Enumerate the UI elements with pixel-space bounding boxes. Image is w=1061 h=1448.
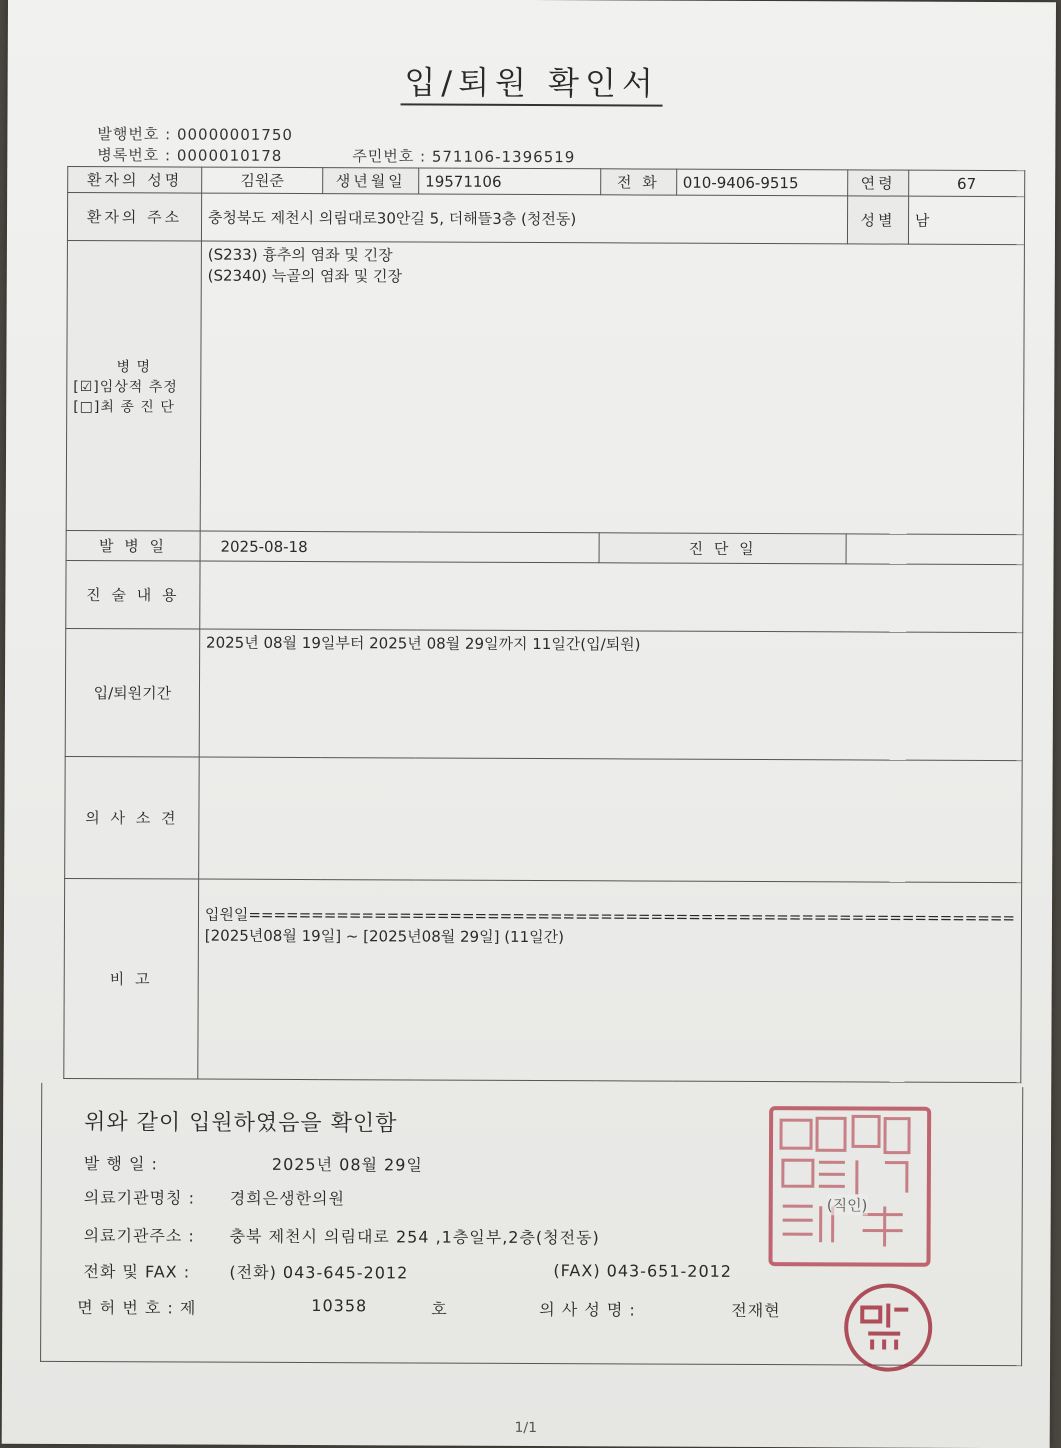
patient-phone: 010-9406-9515 [676,169,848,196]
statement-label: 진 술 내 용 [66,560,200,629]
document-title: 입/퇴원 확인서 [8,56,1056,107]
patient-sex: 남 [908,196,1024,245]
birth-date: 19571106 [419,168,601,195]
record-number: 병록번호 : 0000010178 [97,146,283,165]
age-label: 연령 [848,170,909,196]
remarks-line-1: 입원일============================================================= [204,905,1016,928]
final-diagnosis-option: [□]최 종 진 단 [73,398,175,415]
institution-address: 충북 제천시 의림대로 254 ,1층일부,2층(청전동) [229,1226,600,1248]
doctor-seal-pattern-icon [848,1287,920,1359]
fax: (FAX) 043-651-2012 [553,1261,733,1281]
onset-label: 발 병 일 [66,530,200,561]
patient-age: 67 [908,170,1024,197]
doctor-name-label: 의 사 성 명 : [539,1300,636,1320]
telephone: (전화) 043-645-2012 [229,1262,409,1283]
issue-date-label: 발 행 일 : [83,1154,158,1174]
license-label: 면 허 번 호 : 제 [77,1298,197,1318]
license-number: 10358 [311,1296,368,1316]
remarks-line-2: [2025년08월 19일] ~ [2025년08월 29일] (11일간) [204,926,565,947]
diagnosis-date-label: 진 단 일 [599,533,847,564]
doctor-seal-stamp [844,1283,932,1371]
seal-text: (직인) [826,1196,868,1215]
clinical-estimate-option: [☑]임상적 추정 [73,378,178,395]
disease-label: 병 명 [116,358,152,375]
diagnosis-line-1: (S233) 흉추의 염좌 및 긴장 [207,245,393,265]
phone-label: 전 화 [600,169,676,195]
birth-label: 생년월일 [323,168,419,194]
institution-name: 경희은생한의원 [229,1188,346,1209]
opinion-label: 의 사 소 견 [65,756,199,879]
license-suffix: 호 [431,1299,448,1319]
institution-name-label: 의료기관명칭 : [83,1188,196,1208]
diagnosis-line-2: (S2340) 늑골의 염좌 및 긴장 [207,266,403,286]
name-label: 환자의 성명 [68,166,202,193]
opinion-content [199,757,1023,883]
period-label: 입/퇴원기간 [65,628,199,757]
patient-name: 김원준 [202,167,323,194]
remarks-label: 비 고 [64,878,199,1079]
issue-date: 2025년 08월 29일 [271,1154,423,1175]
statement-content [200,561,1023,633]
patient-form-table [63,166,1025,1083]
institution-seal-stamp [768,1106,931,1267]
disease-label-cell [66,240,201,531]
resident-number: 주민번호 : 571106-1396519 [352,147,576,167]
diagnosis-date [846,534,1023,565]
document-page [2,0,1056,1448]
period-content: 2025년 08월 19일부터 2025년 08월 29일까지 11일간(입/퇴원) [199,629,1023,761]
institution-address-label: 의료기관주소 : [83,1226,195,1246]
sex-label: 성별 [848,196,909,244]
seal-pattern-icon [773,1110,920,1255]
confirmation-statement: 위와 같이 입원하였음을 확인함 [84,1110,398,1137]
remarks-content [198,879,1022,1083]
address-label: 환자의 주소 [67,192,201,241]
issue-number: 발행번호 : 00000001750 [97,125,293,144]
onset-date: 2025-08-18 [200,531,599,563]
doctor-name: 전재현 [731,1300,781,1321]
patient-address: 충청북도 제천시 의림대로30안길 5, 더해뜰3층 (청전동) [201,193,848,244]
page-number: 1/1 [514,1419,538,1437]
disease-content [200,241,1024,535]
tel-fax-label: 전화 및 FAX : [83,1262,191,1282]
